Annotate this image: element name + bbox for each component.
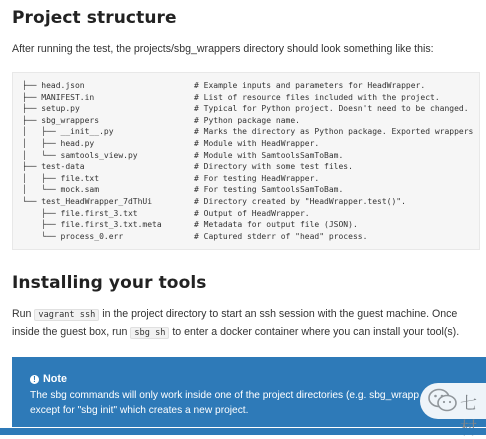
tree-comment: # Module with SamtoolsSamToBam. [194,150,344,160]
code-line [22,126,479,138]
tree-comment: # Module with HeadWrapper. [194,138,320,148]
tree-entry: ├── head.json [22,81,85,90]
tree-entry: ├── test-data [22,162,85,172]
tree-comment: # Example inputs and parameters for HeadWrapper. [194,81,426,90]
run-text-3: to enter a docker container where you can install your tool(s). [169,326,460,338]
tree-comment: # Metadata for output file (JSON). [194,220,358,230]
tree-comment: # Output of HeadWrapper. [194,208,310,218]
note-body [30,388,440,418]
code-line [22,115,479,127]
tree-entry: │ ├── __init__.py [22,127,114,137]
intro-paragraph: After running the test, the projects/sbg_wrappers directory should look something like this: [12,43,434,55]
run-text-2: in the project directory to start an ssh session with the guest machine. Once inside the guest box, run [12,308,458,338]
tree-comment: # For testing HeadWrapper. [194,173,320,183]
note-title-label: Note [43,373,67,385]
inline-code-vagrant-ssh: vagrant ssh [34,309,99,321]
tree-entry: ├── file.first_3.txt [22,208,138,218]
run-text-1: Run [12,308,35,320]
tree-comment: # Typical for Python project. Doesn't need to be changed. [194,104,469,114]
tree-entry: │ ├── head.py [22,138,95,148]
tree-entry: ├── file.first_3.txt.meta [22,220,162,230]
tree-entry: │ ├── file.txt [22,173,100,183]
tree-entry: └── process_0.err [22,231,124,241]
watermark [420,383,486,419]
tree-comment: # List of resource files included with the project. [194,92,440,102]
code-line [22,161,479,173]
tree-comment: # For testing SamtoolsSamToBam. [194,185,344,195]
note-title [30,373,67,385]
code-line [22,208,479,220]
section-heading-project-structure: Project structure [12,8,177,28]
info-icon: ! [30,375,39,384]
tree-comment: # Captured stderr of "head" process. [194,231,368,241]
note-line-1: The sbg commands will only work inside one of the project directories (e.g. sbg_wrapp [30,390,420,401]
code-line [22,138,479,150]
code-line [22,92,479,104]
directory-tree-code-block [12,72,480,250]
code-text [13,73,479,242]
inline-code-sbg-sh: sbg sh [130,327,169,339]
code-line [22,196,479,208]
code-line [22,173,479,185]
tree-comment: # Directory with some test files. [194,162,353,172]
code-line [22,219,479,231]
code-line [22,231,479,243]
note-line-2: except for "sbg init" which creates a new project. [30,405,249,416]
tree-entry: │ └── samtools_view.py [22,150,138,160]
section-heading-installing-tools: Installing your tools [12,273,207,293]
code-line [22,184,479,196]
wechat-logo-icon [428,387,458,413]
code-line [22,150,479,162]
watermark-text: 七 [460,394,477,414]
tree-entry: ├── sbg_wrappers [22,115,100,125]
tree-entry: ├── setup.py [22,104,80,114]
code-line [22,103,479,115]
tree-entry: ├── MANIFEST.in [22,92,95,102]
tree-entry: │ └── mock.sam [22,185,100,195]
bottom-bar [0,428,486,435]
tree-entry: └── test_HeadWrapper_7dThUi [22,196,153,206]
note-callout [12,357,486,427]
code-line [22,80,479,92]
run-paragraph [12,306,478,342]
tree-comment: # Directory created by "HeadWrapper.test()". [194,196,406,206]
tree-comment: # Python package name. [194,115,300,125]
tree-comment: # Marks the directory as Python package. Exported wrappers [194,127,474,137]
